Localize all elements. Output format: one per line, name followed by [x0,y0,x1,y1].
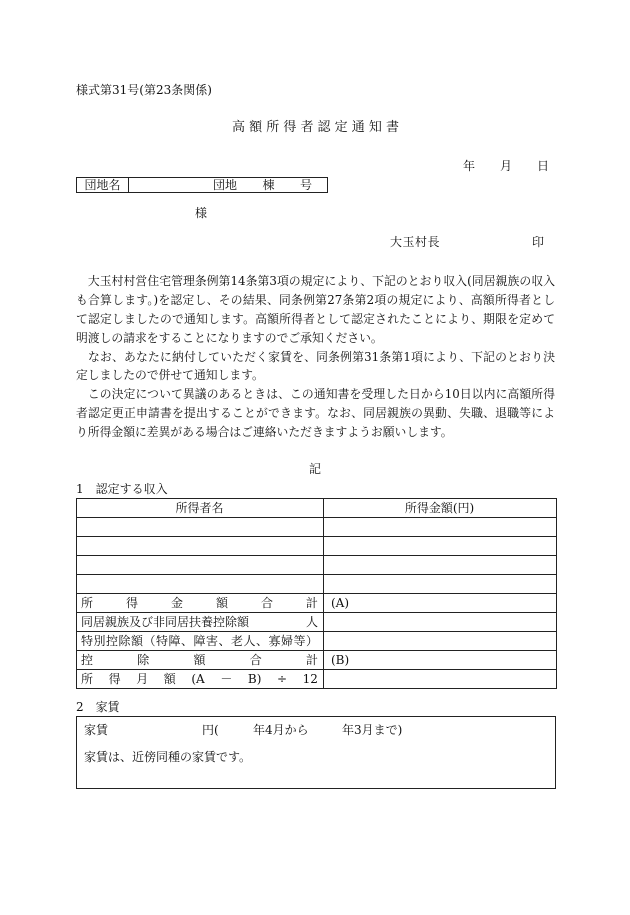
distributed-token: 月 [499,159,512,173]
distributed-token: 年 [463,159,476,173]
distributed-token: 月 [136,671,149,686]
summary-row-monthly-income [77,670,557,689]
summary-label-cell [77,651,324,670]
rent-period-from: 年4月から [253,723,309,737]
distributed-token: 得 [125,595,138,610]
amount-cell [324,518,557,537]
paragraph-line: 明渡しの請求をすることになりますのでご承知ください。 [76,330,383,345]
distributed-token: 額 [215,595,228,610]
seal-mark: 印 [532,235,545,249]
issuer-name: 大玉村長 [390,235,441,249]
income-table [76,498,557,689]
paragraph-line: 大玉村村営住宅管理条例第14条第3項の規定により、下記のとおり収入(同居親族の収入 [76,274,555,288]
name-cell [77,537,324,556]
table-row [77,537,557,556]
amount-cell [324,556,557,575]
distributed-token: 計 [305,595,318,610]
dependent-deduction-value [324,613,557,632]
body-text [76,272,555,442]
summary-row-dependent-deduction [77,613,557,632]
distributed-token: 控 [81,652,94,667]
paragraph-line: 者認定更正申請書を提出することができます。なお、同居親族の異動、失職、退職等によ [76,406,555,421]
table-row [77,556,557,575]
summary-row-total-deduction [77,651,557,670]
form-number: 様式第31号(第23条関係) [76,83,212,97]
special-deduction-label: 特別控除額（特障、障害、老人、寡婦等） [81,633,318,648]
distributed-token: ÷ [276,671,288,686]
distributed-token: 12 [302,671,318,686]
rent-label: 家賃 [84,723,109,737]
distributed-token: 知 [368,120,382,135]
summary-row-total-income [77,594,557,613]
rent-note: 家賃は、近傍同種の家賃です。 [84,750,252,764]
paragraph-line: り所得金額に差異がある場合はご連絡いただきますようお願いします。 [76,425,453,440]
distributed-token: 得 [283,120,297,135]
distributed-token: 日 [536,159,549,173]
name-cell [77,556,324,575]
distributed-token: 額 [249,120,263,135]
paragraph-line: なお、あなたに納付していただく家賃を、同条例第31条第1項により、下記のとおり決 [76,349,555,364]
document-title [232,120,399,136]
monthly-income-label [81,671,318,688]
distributed-token: 者 [300,120,314,135]
summary-row-special-deduction [77,632,557,651]
rent-yen: 円( [202,723,219,737]
distributed-token: 合 [260,595,273,610]
estate-value [213,178,312,192]
total-income-value: (A) [324,594,557,613]
dependent-deduction-label: 同居親族及び非同居扶養控除額 [81,614,250,629]
header-name: 所得者名 [77,499,324,518]
summary-label-cell [77,670,324,689]
distributed-token: (A [191,671,205,686]
amount-cell [324,537,557,556]
total-income-label [81,595,318,612]
paragraph-line: 定しましたので併せて通知します。 [76,368,264,383]
distributed-token: 書 [385,120,399,135]
distributed-token: 棟 [262,178,275,192]
table-row [77,518,557,537]
distributed-token: － [220,671,233,686]
total-deduction-label [81,652,318,669]
distributed-token: 額 [193,652,206,667]
rent-box [76,716,556,789]
estate-label: 団地名 [77,178,129,192]
special-deduction-value [324,632,557,651]
addressee-suffix: 様 [195,206,208,220]
table-row [77,575,557,594]
dependent-count-unit: 人 [305,614,318,629]
name-cell [77,575,324,594]
distributed-token: 額 [163,671,176,686]
distributed-token: 合 [249,652,262,667]
name-cell [77,518,324,537]
distributed-token: 通 [351,120,365,135]
monthly-income-value [324,670,557,689]
section-marker: 記 [309,462,322,476]
distributed-token: 所 [81,595,94,610]
distributed-token: 得 [108,671,121,686]
distributed-token: 定 [334,120,348,135]
date-line [463,158,549,174]
distributed-token: 所 [81,671,94,686]
distributed-token: 計 [305,652,318,667]
income-heading: 1 認定する収入 [76,482,168,496]
total-deduction-value: (B) [324,651,557,670]
distributed-token: 団地 [213,178,238,192]
summary-label-cell [77,632,324,651]
dependent-deduction-label-group [81,614,318,631]
rent-heading: 2 家賃 [76,700,120,714]
distributed-token: 高 [232,120,246,135]
distributed-token: 号 [299,178,312,192]
summary-label-cell [77,594,324,613]
paragraph-line: も合算します。)を認定し、その結果、同条例第27条第2項の規定により、高額所得者とし [76,292,555,307]
distributed-token: 金 [170,595,183,610]
distributed-token: 認 [317,120,331,135]
table-header-row [77,499,557,518]
rent-period-to: 年3月まで) [342,723,403,737]
estate-field [76,177,328,193]
paragraph-line: この決定について異議のあるときは、この通知書を受理した日から10日以内に高額所得 [76,387,555,402]
distributed-token: 除 [137,652,150,667]
paragraph-line: て認定しましたので通知します。高額所得者として認定されたことにより、期限を定めて [76,311,555,326]
amount-cell [324,575,557,594]
header-amount: 所得金額(円) [324,499,557,518]
distributed-token: 所 [266,120,280,135]
summary-label-cell [77,613,324,632]
distributed-token: B) [247,671,262,686]
